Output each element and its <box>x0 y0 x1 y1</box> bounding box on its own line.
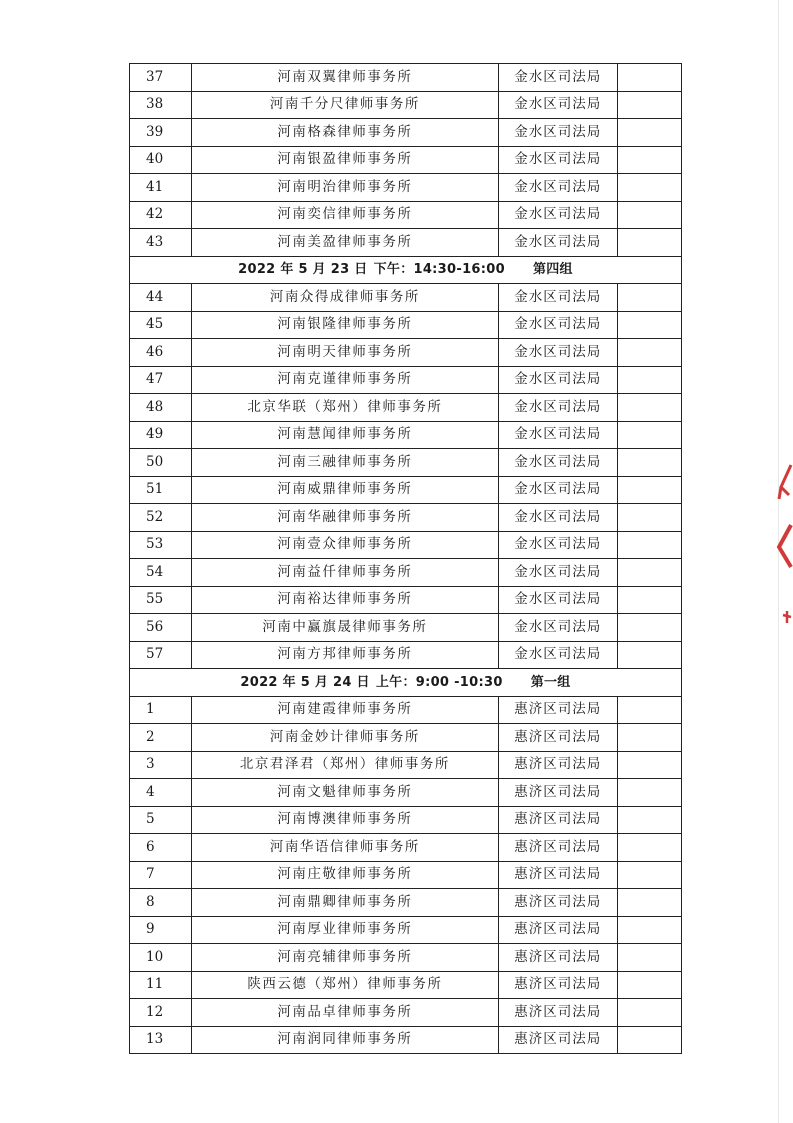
remark-cell <box>617 119 681 147</box>
firm-name: 河南润同律师事务所 <box>192 1026 499 1054</box>
row-number: 46 <box>130 339 192 367</box>
bureau-name: 金水区司法局 <box>498 614 617 642</box>
table-row <box>130 751 682 779</box>
firm-name: 河南双翼律师事务所 <box>192 64 499 92</box>
firm-name: 河南裕达律师事务所 <box>192 586 499 614</box>
bureau-name: 金水区司法局 <box>498 64 617 92</box>
row-number: 6 <box>130 834 192 862</box>
bureau-name: 金水区司法局 <box>498 146 617 174</box>
row-number: 9 <box>130 916 192 944</box>
table-row <box>130 779 682 807</box>
remark-cell <box>617 421 681 449</box>
firm-name: 河南亮辅律师事务所 <box>192 944 499 972</box>
bureau-name: 金水区司法局 <box>498 586 617 614</box>
bureau-name: 金水区司法局 <box>498 559 617 587</box>
bureau-name: 金水区司法局 <box>498 531 617 559</box>
row-number: 47 <box>130 366 192 394</box>
bureau-name: 惠济区司法局 <box>498 944 617 972</box>
bureau-name: 惠济区司法局 <box>498 889 617 917</box>
row-number: 52 <box>130 504 192 532</box>
table-row <box>130 394 682 422</box>
bureau-name: 金水区司法局 <box>498 504 617 532</box>
table-row <box>130 641 682 669</box>
table-row <box>130 146 682 174</box>
firm-name: 河南慧闻律师事务所 <box>192 421 499 449</box>
remark-cell <box>617 944 681 972</box>
bureau-name: 金水区司法局 <box>498 311 617 339</box>
firm-name: 河南千分尺律师事务所 <box>192 91 499 119</box>
firm-name: 河南银隆律师事务所 <box>192 311 499 339</box>
bureau-name: 惠济区司法局 <box>498 999 617 1027</box>
remark-cell <box>617 339 681 367</box>
row-number: 57 <box>130 641 192 669</box>
row-number: 42 <box>130 201 192 229</box>
remark-cell <box>617 64 681 92</box>
table-row <box>130 91 682 119</box>
firm-name: 河南克谨律师事务所 <box>192 366 499 394</box>
table-row <box>130 504 682 532</box>
session-time: 下午：14:30-16:00 <box>373 262 505 278</box>
table-row <box>130 366 682 394</box>
remark-cell <box>617 91 681 119</box>
bureau-name: 惠济区司法局 <box>498 724 617 752</box>
row-number: 38 <box>130 91 192 119</box>
firm-name: 北京君泽君（郑州）律师事务所 <box>192 751 499 779</box>
row-number: 10 <box>130 944 192 972</box>
table-row <box>130 421 682 449</box>
bureau-name: 金水区司法局 <box>498 339 617 367</box>
bureau-name: 金水区司法局 <box>498 91 617 119</box>
table-row <box>130 696 682 724</box>
table-row <box>130 174 682 202</box>
firm-name: 河南文魁律师事务所 <box>192 779 499 807</box>
session-group: 第四组 <box>532 262 573 278</box>
bureau-name: 惠济区司法局 <box>498 806 617 834</box>
red-stamp-fragment <box>773 455 793 635</box>
remark-cell <box>617 559 681 587</box>
remark-cell <box>617 971 681 999</box>
row-number: 53 <box>130 531 192 559</box>
row-number: 37 <box>130 64 192 92</box>
row-number: 56 <box>130 614 192 642</box>
firm-name: 河南庄敬律师事务所 <box>192 861 499 889</box>
table-row <box>130 916 682 944</box>
bureau-name: 金水区司法局 <box>498 284 617 312</box>
bureau-name: 惠济区司法局 <box>498 861 617 889</box>
row-number: 12 <box>130 999 192 1027</box>
row-number: 50 <box>130 449 192 477</box>
firm-name: 河南华融律师事务所 <box>192 504 499 532</box>
row-number: 8 <box>130 889 192 917</box>
table-row <box>130 119 682 147</box>
bureau-name: 惠济区司法局 <box>498 834 617 862</box>
row-number: 2 <box>130 724 192 752</box>
session-header <box>130 669 682 697</box>
session-time: 上午：9:00 -10:30 <box>375 674 503 690</box>
row-number: 1 <box>130 696 192 724</box>
table-row <box>130 834 682 862</box>
row-number: 48 <box>130 394 192 422</box>
firm-name: 河南格森律师事务所 <box>192 119 499 147</box>
bureau-name: 惠济区司法局 <box>498 751 617 779</box>
remark-cell <box>617 834 681 862</box>
table-row <box>130 339 682 367</box>
remark-cell <box>617 614 681 642</box>
firm-name: 河南中赢旗晟律师事务所 <box>192 614 499 642</box>
firm-name: 河南鼎卿律师事务所 <box>192 889 499 917</box>
row-number: 45 <box>130 311 192 339</box>
remark-cell <box>617 531 681 559</box>
row-number: 54 <box>130 559 192 587</box>
firm-name: 河南建霞律师事务所 <box>192 696 499 724</box>
firm-name: 北京华联（郑州）律师事务所 <box>192 394 499 422</box>
session-date: 2022 年 5 月 24 日 <box>240 674 370 690</box>
session-header <box>130 256 682 284</box>
table-row <box>130 201 682 229</box>
remark-cell <box>617 861 681 889</box>
firm-name: 河南银盈律师事务所 <box>192 146 499 174</box>
table-row <box>130 861 682 889</box>
session-group: 第一组 <box>530 674 571 690</box>
row-number: 4 <box>130 779 192 807</box>
firm-name: 河南华语信律师事务所 <box>192 834 499 862</box>
table-row <box>130 559 682 587</box>
table-row <box>130 284 682 312</box>
bureau-name: 金水区司法局 <box>498 421 617 449</box>
firm-name: 河南明天律师事务所 <box>192 339 499 367</box>
bureau-name: 金水区司法局 <box>498 476 617 504</box>
firm-name: 河南金妙计律师事务所 <box>192 724 499 752</box>
remark-cell <box>617 751 681 779</box>
table-row <box>130 311 682 339</box>
row-number: 51 <box>130 476 192 504</box>
remark-cell <box>617 366 681 394</box>
remark-cell <box>617 916 681 944</box>
row-number: 7 <box>130 861 192 889</box>
bureau-name: 金水区司法局 <box>498 229 617 257</box>
bureau-name: 金水区司法局 <box>498 394 617 422</box>
firm-name: 河南壹众律师事务所 <box>192 531 499 559</box>
row-number: 5 <box>130 806 192 834</box>
table-row <box>130 229 682 257</box>
bureau-name: 金水区司法局 <box>498 119 617 147</box>
row-number: 11 <box>130 971 192 999</box>
bureau-name: 惠济区司法局 <box>498 696 617 724</box>
table-row <box>130 944 682 972</box>
bureau-name: 金水区司法局 <box>498 174 617 202</box>
lawfirm-schedule-table <box>129 63 682 1054</box>
firm-name: 河南厚业律师事务所 <box>192 916 499 944</box>
remark-cell <box>617 586 681 614</box>
row-number: 55 <box>130 586 192 614</box>
remark-cell <box>617 449 681 477</box>
remark-cell <box>617 311 681 339</box>
firm-name: 河南三融律师事务所 <box>192 449 499 477</box>
row-number: 40 <box>130 146 192 174</box>
firm-name: 河南奕信律师事务所 <box>192 201 499 229</box>
table-row <box>130 586 682 614</box>
session-header-row <box>130 256 682 284</box>
row-number: 39 <box>130 119 192 147</box>
row-number: 43 <box>130 229 192 257</box>
firm-name: 河南益仟律师事务所 <box>192 559 499 587</box>
remark-cell <box>617 174 681 202</box>
firm-name: 河南明治律师事务所 <box>192 174 499 202</box>
table-row <box>130 724 682 752</box>
table-row <box>130 806 682 834</box>
table-row <box>130 531 682 559</box>
remark-cell <box>617 229 681 257</box>
session-date: 2022 年 5 月 23 日 <box>238 262 368 278</box>
table-row <box>130 614 682 642</box>
row-number: 44 <box>130 284 192 312</box>
remark-cell <box>617 889 681 917</box>
remark-cell <box>617 641 681 669</box>
row-number: 49 <box>130 421 192 449</box>
remark-cell <box>617 284 681 312</box>
remark-cell <box>617 504 681 532</box>
row-number: 13 <box>130 1026 192 1054</box>
remark-cell <box>617 146 681 174</box>
remark-cell <box>617 394 681 422</box>
bureau-name: 惠济区司法局 <box>498 916 617 944</box>
remark-cell <box>617 476 681 504</box>
firm-name: 河南威鼎律师事务所 <box>192 476 499 504</box>
bureau-name: 惠济区司法局 <box>498 779 617 807</box>
remark-cell <box>617 724 681 752</box>
firm-name: 河南品卓律师事务所 <box>192 999 499 1027</box>
remark-cell <box>617 806 681 834</box>
bureau-name: 金水区司法局 <box>498 366 617 394</box>
firm-name: 陕西云德（郑州）律师事务所 <box>192 971 499 999</box>
remark-cell <box>617 1026 681 1054</box>
firm-name: 河南众得成律师事务所 <box>192 284 499 312</box>
session-header-row <box>130 669 682 697</box>
bureau-name: 金水区司法局 <box>498 201 617 229</box>
table-row <box>130 64 682 92</box>
row-number: 41 <box>130 174 192 202</box>
table-row <box>130 999 682 1027</box>
remark-cell <box>617 779 681 807</box>
remark-cell <box>617 696 681 724</box>
bureau-name: 金水区司法局 <box>498 641 617 669</box>
table-row <box>130 971 682 999</box>
table-row <box>130 889 682 917</box>
table-row <box>130 1026 682 1054</box>
firm-name: 河南博澳律师事务所 <box>192 806 499 834</box>
bureau-name: 金水区司法局 <box>498 449 617 477</box>
table-row <box>130 476 682 504</box>
row-number: 3 <box>130 751 192 779</box>
remark-cell <box>617 999 681 1027</box>
bureau-name: 惠济区司法局 <box>498 1026 617 1054</box>
bureau-name: 惠济区司法局 <box>498 971 617 999</box>
table-row <box>130 449 682 477</box>
firm-name: 河南美盈律师事务所 <box>192 229 499 257</box>
firm-name: 河南方邦律师事务所 <box>192 641 499 669</box>
remark-cell <box>617 201 681 229</box>
